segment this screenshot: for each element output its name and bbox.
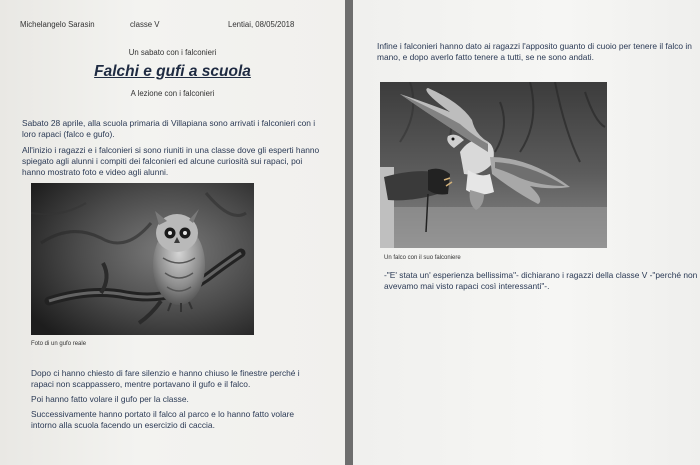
paragraph-2: All'inizio i ragazzi e i falconieri si sono riuniti in una classe dove gli esperti hanno spiegato agli alunni i compiti dei falconieri ed alcune curiosità sui rapaci, poi hanno mostrato foto e video agli alunni. bbox=[22, 145, 320, 178]
author-name: Michelangelo Sarasin bbox=[20, 20, 95, 29]
owl-photo bbox=[31, 183, 254, 335]
paragraph-5: Successivamente hanno portato il falco al parco e lo hanno fatto volare intorno alla scuola facendo un esercizio di caccia. bbox=[31, 409, 295, 431]
quote-paragraph: -"E' stata un' esperienza bellissima"- dichiarano i ragazzi della classe V -"perché non avevamo mai visto rapaci così interessanti"-. bbox=[384, 270, 698, 292]
kicker: Un sabato con i falconieri bbox=[128, 48, 217, 57]
paragraph-6: Infine i falconieri hanno dato ai ragazzi l'apposito guanto di cuoio per tenere il falco in mano, e dopo averlo fatto tenere a tutti, se ne sono andati. bbox=[377, 41, 692, 63]
place-date: Lentiai, 08/05/2018 bbox=[228, 20, 295, 29]
page-2 bbox=[353, 0, 700, 465]
article-subtitle: A lezione con i falconieri bbox=[130, 89, 215, 98]
paragraph-4: Poi hanno fatto volare il gufo per la classe. bbox=[31, 394, 189, 404]
class-label: classe V bbox=[130, 20, 160, 29]
falcon-photo bbox=[380, 82, 607, 248]
falcon-photo-caption: Un falco con il suo falconiere bbox=[384, 255, 461, 261]
article-title: Falchi e gufi a scuola bbox=[94, 63, 251, 80]
page-1 bbox=[0, 0, 345, 465]
paragraph-3: Dopo ci hanno chiesto di fare silenzio e hanno chiuso le finestre perché i rapaci non scappassero, mentre portavano il gufo e il falco. bbox=[31, 368, 300, 390]
paragraph-1: Sabato 28 aprile, alla scuola primaria di Villapiana sono arrivati i falconieri con i loro rapaci (falco e gufo). bbox=[22, 118, 316, 140]
owl-photo-caption: Foto di un gufo reale bbox=[31, 341, 87, 347]
